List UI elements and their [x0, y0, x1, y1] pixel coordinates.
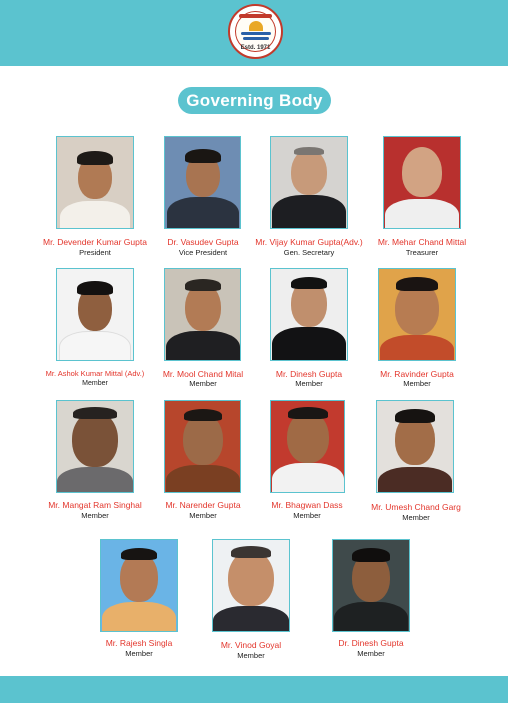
- member-photo: [270, 136, 348, 229]
- school-logo: [228, 4, 283, 59]
- logo-established-text: Estd. 1971: [240, 45, 271, 51]
- logo-wave: [241, 32, 271, 35]
- logo-wave: [243, 37, 269, 40]
- member-role: Gen. Secretary: [283, 248, 335, 257]
- logo-banner: [239, 14, 272, 18]
- member-role: Member: [125, 649, 153, 658]
- member-name: Dr. Vasudev Gupta: [167, 237, 239, 247]
- member-photo: [164, 400, 241, 493]
- member-role: Member: [81, 511, 109, 520]
- member-photo: [164, 268, 241, 361]
- member-photo: [164, 136, 241, 229]
- member-name: Mr. Umesh Chand Garg: [371, 502, 461, 512]
- member-photo: [332, 539, 410, 632]
- member-role: Member: [402, 513, 430, 522]
- member-name: Mr. Ashok Kumar Mittal (Adv.): [45, 369, 145, 378]
- member-name: Mr. Dinesh Gupta: [275, 369, 343, 379]
- member-role: Member: [189, 379, 217, 388]
- member-name: Mr. Mangat Ram Singhal: [48, 500, 142, 510]
- member-role: Member: [82, 380, 108, 387]
- member-photo: [56, 268, 134, 361]
- member-role: Member: [237, 651, 265, 660]
- member-photo: [378, 268, 456, 361]
- member-name: Mr. Vijay Kumar Gupta(Adv.): [255, 237, 363, 247]
- member-role: Member: [357, 649, 385, 658]
- member-name: Mr. Mool Chand Mital: [162, 369, 244, 379]
- member-role: Member: [189, 511, 217, 520]
- member-photo: [56, 136, 134, 229]
- member-name: Mr. Rajesh Singla: [105, 638, 173, 648]
- member-photo: [383, 136, 461, 229]
- member-name: Mr. Ravinder Gupta: [380, 369, 454, 379]
- logo-sun-icon: [249, 21, 263, 31]
- member-role: Member: [293, 511, 321, 520]
- member-role: Treasurer: [405, 248, 439, 257]
- member-name: Mr. Devender Kumar Gupta: [43, 237, 147, 247]
- page-title: Governing Body: [178, 87, 331, 114]
- member-photo: [270, 268, 348, 361]
- member-photo: [270, 400, 345, 493]
- footer-band: [0, 676, 508, 703]
- member-name: Mr. Mehar Chand Mittal: [377, 237, 467, 247]
- member-role: Vice President: [178, 248, 228, 257]
- member-photo: [100, 539, 178, 632]
- member-photo: [376, 400, 454, 493]
- member-photo: [56, 400, 134, 493]
- member-role: Member: [403, 379, 431, 388]
- member-name: Mr. Vinod Goyal: [220, 640, 282, 650]
- member-role: President: [79, 248, 111, 257]
- member-role: Member: [295, 379, 323, 388]
- member-name: Dr. Dinesh Gupta: [338, 638, 404, 648]
- member-name: Mr. Bhagwan Dass: [271, 500, 343, 510]
- member-name: Mr. Narender Gupta: [165, 500, 241, 510]
- member-photo: [212, 539, 290, 632]
